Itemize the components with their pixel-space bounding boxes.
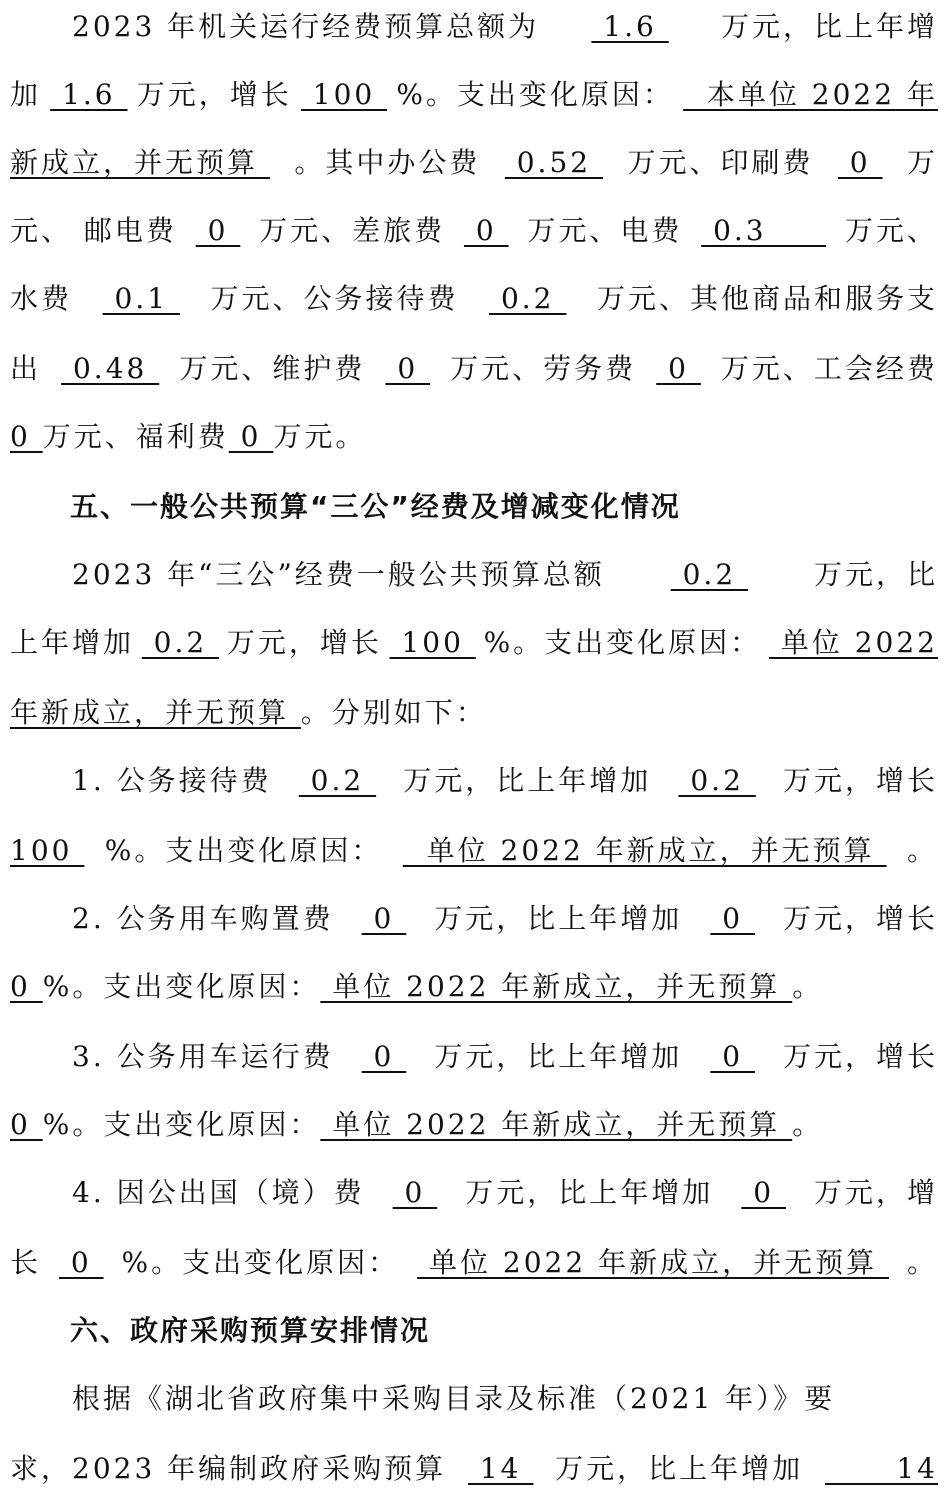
text-run: 万元、劳务费 xyxy=(450,352,637,385)
underlined-value: 0 xyxy=(10,1108,43,1141)
underlined-value: 0 xyxy=(195,214,241,247)
underlined-value: 0 xyxy=(10,420,43,453)
underlined-value: 0 xyxy=(58,1246,104,1279)
underlined-value: 0 xyxy=(710,1040,755,1073)
paragraph-line xyxy=(10,550,938,600)
paragraph-line xyxy=(10,2,938,52)
text-run: %。支出变化原因： xyxy=(42,1108,321,1141)
paragraph-line xyxy=(10,344,938,394)
text-run: 2. 公务用车购置费 xyxy=(10,902,334,935)
underlined-value: 0.1 xyxy=(102,282,180,315)
text-run: 根据《湖北省政府集中采购目录及标准（2021 年）》要 xyxy=(10,1382,836,1415)
underlined-value: 100 xyxy=(389,626,476,659)
text-run: %。支出变化原因： xyxy=(42,970,321,1003)
underlined-value: 0 xyxy=(741,1176,786,1209)
underlined-value: 0 xyxy=(228,420,274,453)
text-run: 万元。 xyxy=(273,420,367,453)
text-run: 万元、电费 xyxy=(527,214,683,247)
text-run: 出 xyxy=(10,352,42,385)
text-run: 万元、福利费 xyxy=(42,420,229,453)
underlined-value: 0 xyxy=(361,1040,407,1073)
underlined-value: 100 xyxy=(10,834,85,867)
underlined-value: 0.48 xyxy=(61,352,160,385)
text-run: 万元、其他商品和服务支 xyxy=(596,282,938,315)
text-run: 万 xyxy=(906,146,938,179)
heading-text: 六、政府采购预算安排情况 xyxy=(10,1314,431,1347)
underlined-value: 0.3 xyxy=(701,214,827,247)
section-heading xyxy=(10,1306,938,1356)
underlined-value: 0 xyxy=(10,970,43,1003)
text-run: 万元，增长 xyxy=(782,902,938,935)
underlined-value: 0.2 xyxy=(489,282,567,315)
text-run: 万元，增长 xyxy=(782,764,938,797)
text-run: 上年增加 xyxy=(10,626,135,659)
text-run: 长 xyxy=(10,1246,42,1279)
text-run: 万元，比上年增加 xyxy=(403,764,652,797)
text-run: 万元，增长 xyxy=(782,1040,938,1073)
underlined-value: 1.6 xyxy=(50,78,128,111)
underlined-value: 0 xyxy=(385,352,431,385)
paragraph-line xyxy=(10,1032,938,1082)
text-run: 万元、 xyxy=(844,214,938,247)
underlined-value: 14 xyxy=(467,1452,534,1485)
text-run: 水费 xyxy=(10,282,73,315)
underlined-value: 本单位 2022 年 xyxy=(683,78,938,111)
underlined-value: 0.2 xyxy=(298,764,377,797)
underlined-value: 0.52 xyxy=(504,146,603,179)
text-run: 万元、公务接待费 xyxy=(210,282,459,315)
text-run: 求，2023 年编制政府采购预算 xyxy=(10,1452,447,1485)
underlined-value: 0 xyxy=(710,902,755,935)
text-run: 万元，比 xyxy=(813,558,938,591)
text-run: 万元，比上年增加 xyxy=(434,902,683,935)
text-run: 万元，增长 xyxy=(136,78,292,111)
paragraph-line xyxy=(10,756,938,806)
underlined-value: 0 xyxy=(656,352,701,385)
underlined-value: 100 xyxy=(300,78,388,111)
text-run: 。其中办公费 xyxy=(294,146,481,179)
underlined-value: 单位 2022 年新成立，并无预算 xyxy=(402,834,887,867)
text-run: 3. 公务用车运行费 xyxy=(10,1040,334,1073)
paragraph-line xyxy=(10,1238,938,1288)
underlined-value: 年新成立，并无预算 xyxy=(10,696,301,729)
text-run: 万元，增 xyxy=(813,1176,938,1209)
text-run: 万元、印刷费 xyxy=(627,146,814,179)
paragraph-line xyxy=(10,206,938,256)
text-run: 。分别如下： xyxy=(300,696,487,729)
underlined-value: 0.2 xyxy=(670,558,749,591)
text-run: 万元、工会经费 xyxy=(720,352,938,385)
text-run: 。 xyxy=(792,1108,824,1141)
paragraph-line xyxy=(10,1100,938,1150)
text-run: 万元、差旅费 xyxy=(259,214,446,247)
paragraph-line xyxy=(10,1444,938,1494)
underlined-value: 单位 2022 年新成立，并无预算 xyxy=(320,970,793,1003)
text-run: 4. 因公出国（境）费 xyxy=(10,1176,365,1209)
text-run: %。支出变化原因： xyxy=(483,626,762,659)
underlined-value: 14 xyxy=(824,1452,938,1485)
text-run: %。支出变化原因： xyxy=(396,78,674,111)
paragraph-line xyxy=(10,688,938,738)
text-run: 。 xyxy=(906,834,938,867)
section-heading xyxy=(10,482,938,532)
paragraph-line xyxy=(10,70,938,120)
text-run: %。支出变化原因： xyxy=(104,834,383,867)
underlined-value: 0.2 xyxy=(678,764,756,797)
paragraph-line xyxy=(10,618,938,668)
paragraph-line xyxy=(10,1168,938,1218)
underlined-value: 0 xyxy=(463,214,509,247)
paragraph-line xyxy=(10,826,938,876)
text-run: 2023 年机关运行经费预算总额为 xyxy=(10,10,540,43)
text-run: 元、 邮电费 xyxy=(10,214,177,247)
text-run: %。支出变化原因： xyxy=(121,1246,400,1279)
text-run: 2023 年“三公”经费一般公共预算总额 xyxy=(10,558,605,591)
text-run: 万元，比上年增 xyxy=(720,10,938,43)
underlined-value: 单位 2022 年新成立，并无预算 xyxy=(417,1246,889,1279)
text-run: 加 xyxy=(10,78,42,111)
underlined-value: 1.6 xyxy=(591,10,669,43)
paragraph-line xyxy=(10,138,938,188)
text-run: 。 xyxy=(906,1246,938,1279)
underlined-value: 0.2 xyxy=(141,626,220,659)
text-run: 万元，比上年增加 xyxy=(465,1176,714,1209)
paragraph-line xyxy=(10,274,938,324)
underlined-value: 单位 2022 年新成立，并无预算 xyxy=(320,1108,793,1141)
text-run: 1. 公务接待费 xyxy=(10,764,272,797)
paragraph-line xyxy=(10,1374,938,1424)
text-run: 万元，比上年增加 xyxy=(555,1452,804,1485)
text-run: 万元，增长 xyxy=(226,626,382,659)
underlined-value: 单位 2022 xyxy=(768,626,938,659)
heading-text: 五、一般公共预算“三公”经费及增减变化情况 xyxy=(10,490,681,523)
text-run: 万元，比上年增加 xyxy=(434,1040,683,1073)
paragraph-line xyxy=(10,412,938,462)
paragraph-line xyxy=(10,894,938,944)
text-run: 。 xyxy=(792,970,824,1003)
text-run: 万元、维护费 xyxy=(179,352,366,385)
underlined-value: 0 xyxy=(392,1176,438,1209)
underlined-value: 0 xyxy=(837,146,883,179)
underlined-value: 新成立，并无预算 xyxy=(10,146,270,179)
underlined-value: 0 xyxy=(361,902,407,935)
paragraph-line xyxy=(10,962,938,1012)
